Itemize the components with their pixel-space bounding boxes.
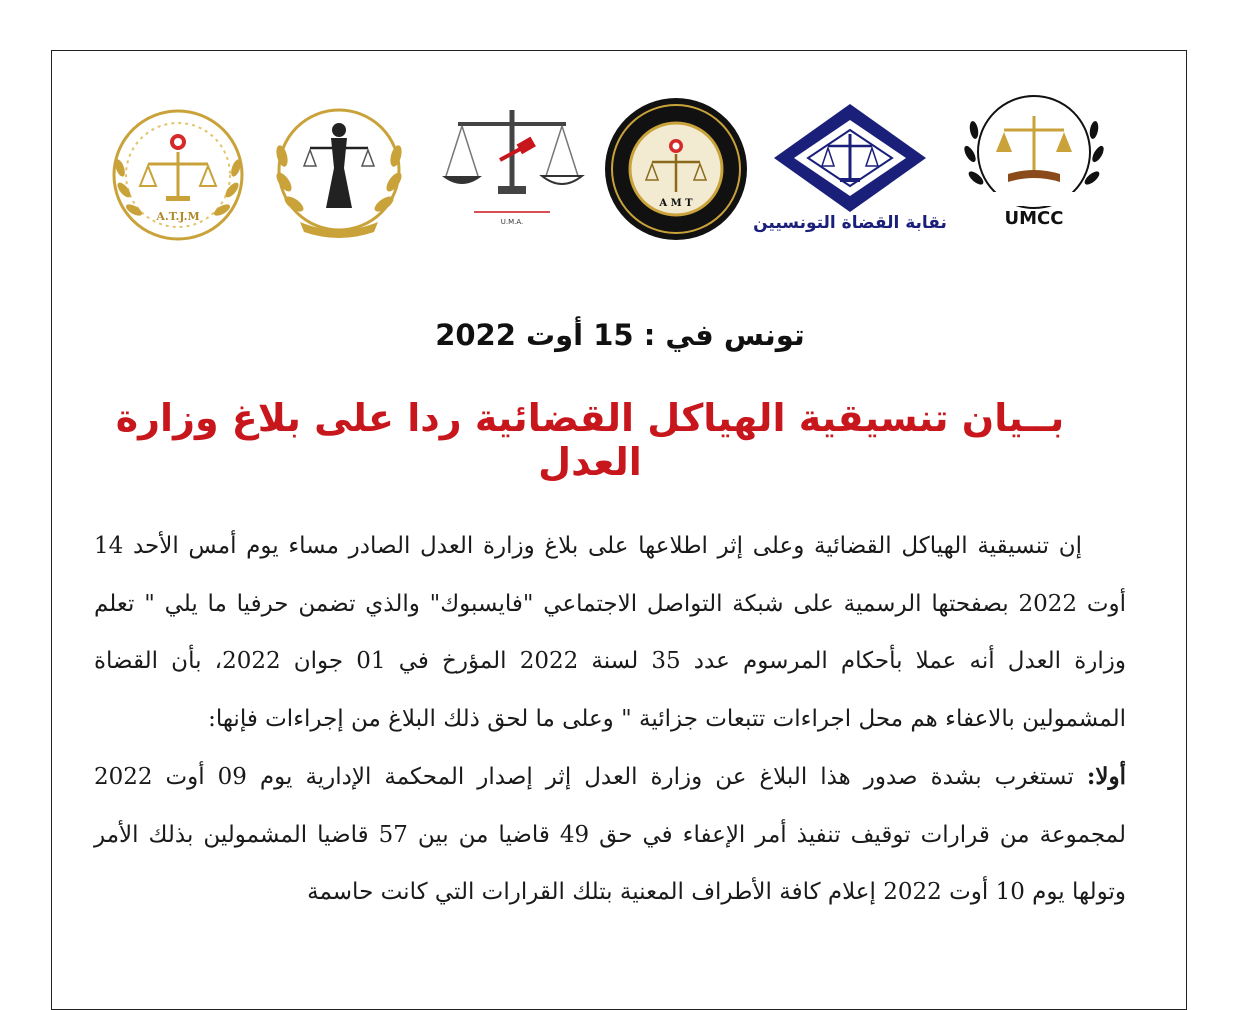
amt-logo-text: A M T <box>659 198 693 209</box>
uma-logo <box>440 104 584 228</box>
atjm-logo <box>106 108 250 242</box>
date-month-year: أوت 2022 <box>435 318 584 352</box>
uma-logo-text: U.M.A. <box>500 218 524 226</box>
women-judges-association-logo <box>270 104 408 244</box>
date-prefix: تونس في : <box>643 318 805 352</box>
paragraph-intro <box>94 518 1126 748</box>
snmt-logo-text: نقابة القضاة التونسيين <box>753 213 947 233</box>
place-and-date <box>0 318 1240 352</box>
document-body <box>94 518 1126 922</box>
paragraph-first-point-label: أولا: <box>1086 763 1126 790</box>
paragraph-first-point <box>94 748 1126 922</box>
amt-logo <box>602 96 750 242</box>
snmt-logo <box>753 100 947 234</box>
umcc-logo-text: UMCC <box>1004 208 1064 229</box>
paragraph-first-point-text: تستغرب بشدة صدور هذا البلاغ عن وزارة العدل إثر إصدار المحكمة الإدارية يوم 09 أوت 2022 لمجموعة من قرارات توقيف تنفيذ أمر الإعفاء في حق 49 قاضيا من بين 57 قاضيا المشمولين بذلك الأمر وتولها يوم 10 أوت 2022 إعلام كافة الأطراف المعنية بتلك القرارات التي كانت حاسمة <box>94 764 1126 905</box>
date-day: 15 <box>593 318 634 352</box>
paragraph-intro-text: إن تنسيقية الهياكل القضائية وعلى إثر اطلاعها على بلاغ وزارة العدل الصادر مساء يوم أمس الأحد 14 أوت 2022 بصفحتها الرسمية على شبكة التواصل الاجتماعي "فايسبوك" والذي تضمن حرفيا ما يلي " تعلم وزارة العدل أنه عملا بأحكام المرسوم عدد 35 لسنة 2022 المؤرخ في 01 جوان 2022، بأن القضاة المشمولين بالاعفاء هم محل اجراءات تتبعات جزائية " وعلى ما لحق ذلك البلاغ من إجراءات فإنها: <box>94 533 1126 732</box>
atjm-logo-text: A.T.J.M <box>156 210 200 223</box>
document-title: بــيان تنسيقية الهياكل القضائية ردا على بلاغ وزارة العدل <box>115 396 1065 484</box>
umcc-logo <box>952 90 1116 232</box>
